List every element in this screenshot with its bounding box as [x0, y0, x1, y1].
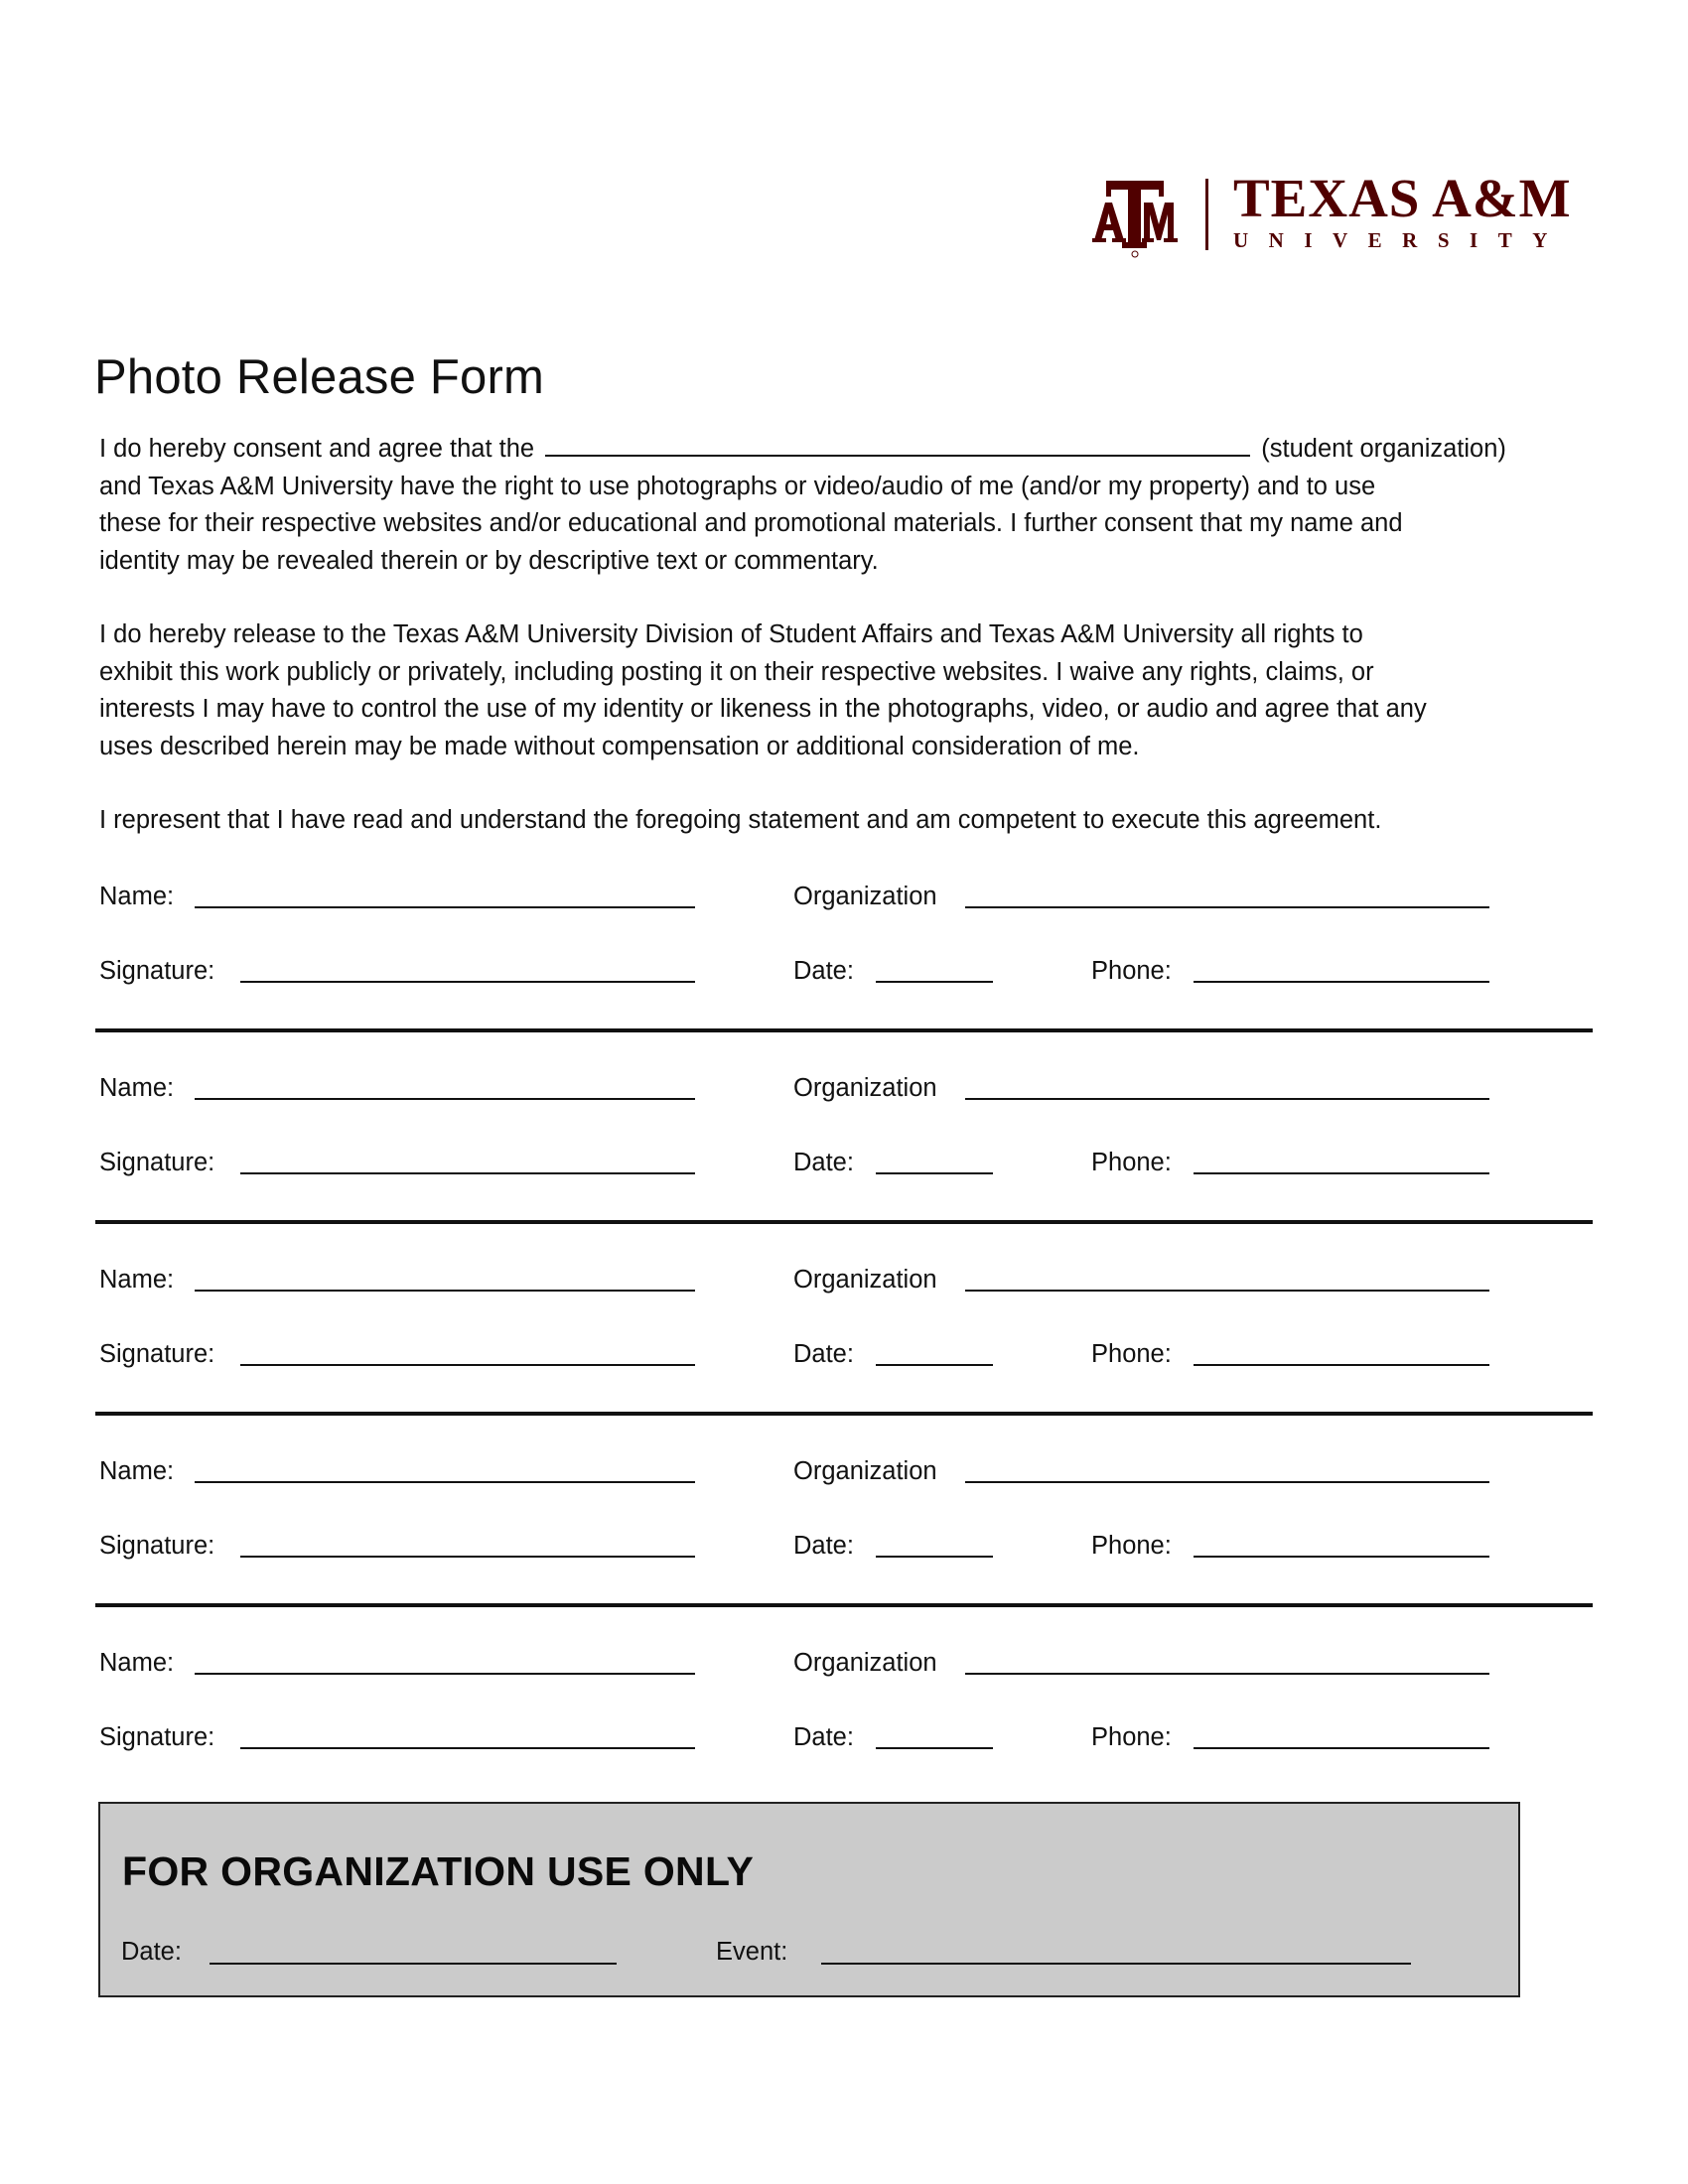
- signature-field[interactable]: [240, 981, 695, 983]
- signature-field[interactable]: [240, 1364, 695, 1366]
- organization-label: Organization: [793, 1074, 937, 1102]
- consent-text: I do hereby consent and agree that the: [99, 435, 535, 463]
- phone-label: Phone:: [1091, 1149, 1172, 1176]
- release-line-2: exhibit this work publicly or privately, including posting it on their respective websites. I waive any rights, claims, or: [99, 657, 1374, 686]
- consent-line-3: these for their respective websites and/or educational and promotional materials. I further consent that my name and: [99, 509, 1403, 537]
- phone-field[interactable]: [1194, 981, 1489, 983]
- name-field[interactable]: [195, 1290, 695, 1292]
- logo-divider: [1205, 179, 1208, 250]
- release-line-4: uses described herein may be made without compensation or additional consideration of me.: [99, 732, 1140, 760]
- phone-field[interactable]: [1194, 1747, 1489, 1749]
- signature-block-3: [95, 1259, 1595, 1450]
- logo-wordmark-line2: UNIVERSITY: [1233, 228, 1568, 252]
- phone-label: Phone:: [1091, 957, 1172, 985]
- date-field[interactable]: [876, 1747, 993, 1749]
- signature-block-2: [95, 1067, 1595, 1259]
- signature-label: Signature:: [99, 1723, 215, 1751]
- name-label: Name:: [99, 1074, 175, 1102]
- date-label: Date:: [793, 957, 854, 985]
- section-divider: [95, 1028, 1593, 1032]
- name-label: Name:: [99, 883, 175, 910]
- release-line-1: I do hereby release to the Texas A&M University Division of Student Affairs and Texas A&M University all rights to: [99, 620, 1363, 648]
- name-field[interactable]: [195, 1481, 695, 1483]
- phone-label: Phone:: [1091, 1723, 1172, 1751]
- phone-field[interactable]: [1194, 1172, 1489, 1174]
- organization-field[interactable]: [965, 1290, 1489, 1292]
- consent-line-1: [99, 431, 1609, 469]
- release-paragraph: [99, 616, 1609, 765]
- name-label: Name:: [99, 1649, 175, 1677]
- date-field[interactable]: [876, 981, 993, 983]
- signature-field[interactable]: [240, 1747, 695, 1749]
- signature-field[interactable]: [240, 1172, 695, 1174]
- org-event-field[interactable]: [821, 1963, 1411, 1965]
- student-organization-label: (student organization): [1261, 435, 1506, 463]
- name-field[interactable]: [195, 1098, 695, 1100]
- student-organization-field[interactable]: [545, 435, 1250, 457]
- phone-field[interactable]: [1194, 1556, 1489, 1558]
- name-field[interactable]: [195, 906, 695, 908]
- signature-block-4: [95, 1450, 1595, 1642]
- organization-field[interactable]: [965, 1098, 1489, 1100]
- phone-label: Phone:: [1091, 1340, 1172, 1368]
- signature-block-1: [95, 876, 1595, 1067]
- texas-am-logo: [1092, 168, 1572, 260]
- organization-use-title: FOR ORGANIZATION USE ONLY: [122, 1848, 755, 1894]
- phone-label: Phone:: [1091, 1532, 1172, 1560]
- section-divider: [95, 1412, 1593, 1416]
- date-label: Date:: [793, 1723, 854, 1751]
- representation-line: I represent that I have read and understand the foregoing statement and am competent to execute this agreement.: [99, 806, 1382, 834]
- section-divider: [95, 1220, 1593, 1224]
- organization-label: Organization: [793, 1266, 937, 1294]
- org-event-label: Event:: [716, 1938, 788, 1966]
- phone-field[interactable]: [1194, 1364, 1489, 1366]
- signature-label: Signature:: [99, 1149, 215, 1176]
- section-divider: [95, 1603, 1593, 1607]
- date-field[interactable]: [876, 1556, 993, 1558]
- consent-line-4: identity may be revealed therein or by descriptive text or commentary.: [99, 546, 879, 575]
- consent-line-2: and Texas A&M University have the right to use photographs or video/audio of me (and/or my property) and to use: [99, 472, 1376, 500]
- atm-logo-icon: [1092, 179, 1178, 258]
- organization-label: Organization: [793, 1649, 937, 1677]
- signature-label: Signature:: [99, 1532, 215, 1560]
- signature-label: Signature:: [99, 1340, 215, 1368]
- name-label: Name:: [99, 1457, 175, 1485]
- date-field[interactable]: [876, 1364, 993, 1366]
- name-label: Name:: [99, 1266, 175, 1294]
- representation-paragraph: [99, 802, 1609, 840]
- logo-wordmark-line1: TEXAS A&M: [1233, 168, 1572, 228]
- consent-paragraph: [99, 431, 1609, 580]
- organization-label: Organization: [793, 1457, 937, 1485]
- organization-field[interactable]: [965, 1481, 1489, 1483]
- date-label: Date:: [793, 1532, 854, 1560]
- date-label: Date:: [793, 1149, 854, 1176]
- org-date-field[interactable]: [210, 1963, 617, 1965]
- logo-wordmark: [1233, 168, 1572, 252]
- signature-label: Signature:: [99, 957, 215, 985]
- name-field[interactable]: [195, 1673, 695, 1675]
- organization-field[interactable]: [965, 906, 1489, 908]
- organization-use-box: [98, 1802, 1520, 1997]
- page-title: Photo Release Form: [94, 350, 544, 404]
- release-line-3: interests I may have to control the use of my identity or likeness in the photographs, video, or audio and agree that any: [99, 695, 1427, 723]
- date-field[interactable]: [876, 1172, 993, 1174]
- org-date-label: Date:: [121, 1938, 182, 1966]
- signature-field[interactable]: [240, 1556, 695, 1558]
- organization-field[interactable]: [965, 1673, 1489, 1675]
- organization-label: Organization: [793, 883, 937, 910]
- date-label: Date:: [793, 1340, 854, 1368]
